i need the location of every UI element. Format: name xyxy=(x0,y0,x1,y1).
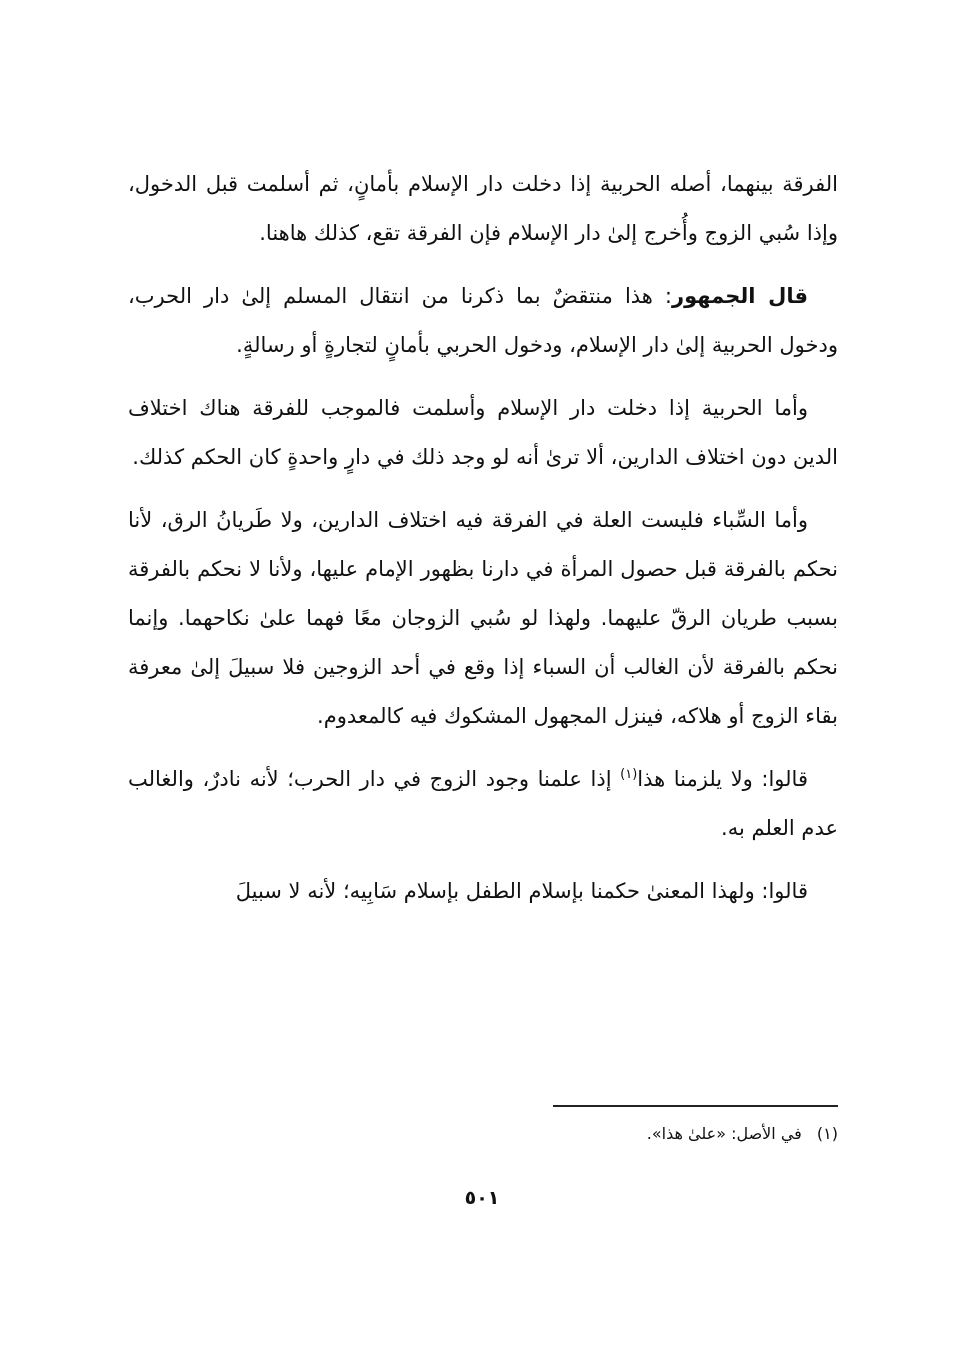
footnote-number: (١) xyxy=(816,1124,838,1143)
paragraph-2 xyxy=(128,272,838,370)
paragraph-5-text-after: إذا علمنا وجود الزوج في دار الحرب؛ لأنه نادرٌ، والغالب عدم العلم به. xyxy=(128,767,838,840)
paragraph-4-text: وأما السِّباء فليست العلة في الفرقة فيه اختلاف الدارين، ولا طَريانُ الرق، لأنا نحكم بالفرقة قبل حصول المرأة في دارنا بظهور الإمام عليها، ولأنا لا نحكم بالفرقة بسبب طريان الرقّ عليهما. ولهذا لو سُبي الزوجان معًا فهما علىٰ نكاحهما. وإنما نحكم بالفرقة لأن الغالب أن السباء إذا وقع في أحد الزوجين فلا سبيلَ إلىٰ معرفة بقاء الزوج أو هلاكه، فينزل المجهول المشكوك فيه كالمعدوم. xyxy=(128,508,838,728)
paragraph-2-text: : هذا منتقضٌ بما ذكرنا من انتقال المسلم إلىٰ دار الحرب، ودخول الحربية إلىٰ دار الإسلام، ودخول الحربي بأمانٍ لتجارةٍ أو رسالةٍ. xyxy=(128,284,838,357)
paragraph-1-text: الفرقة بينهما، أصله الحربية إذا دخلت دار الإسلام بأمانٍ، ثم أسلمت قبل الدخول، وإذا سُبي الزوج وأُخرج إلىٰ دار الإسلام فإن الفرقة تقع، كذلك هاهنا. xyxy=(128,172,838,245)
paragraph-2-lead: قال الجمهور xyxy=(672,284,808,308)
footnote-separator xyxy=(553,1105,838,1107)
paragraph-4 xyxy=(128,496,838,741)
main-text xyxy=(128,160,838,930)
paragraph-1 xyxy=(128,160,838,258)
paragraph-6 xyxy=(128,867,838,916)
paragraph-5-text-before: قالوا: ولا يلزمنا هذا xyxy=(637,767,808,791)
paragraph-3 xyxy=(128,384,838,482)
footnote-text: في الأصل: «علىٰ هذا». xyxy=(646,1124,802,1143)
paragraph-5 xyxy=(128,755,838,853)
paragraph-3-text: وأما الحربية إذا دخلت دار الإسلام وأسلمت فالموجب للفرقة هناك اختلاف الدين دون اختلاف الدارين، ألا ترىٰ أنه لو وجد ذلك في دارٍ واحدةٍ كان الحكم كذلك. xyxy=(128,396,838,469)
footnote xyxy=(128,1118,838,1150)
paragraph-6-text: قالوا: ولهذا المعنىٰ حكمنا بإسلام الطفل بإسلام سَابِيه؛ لأنه لا سبيلَ xyxy=(235,879,808,903)
footnote-reference: (١) xyxy=(620,767,638,782)
page-number: ٥٠١ xyxy=(464,1187,500,1209)
